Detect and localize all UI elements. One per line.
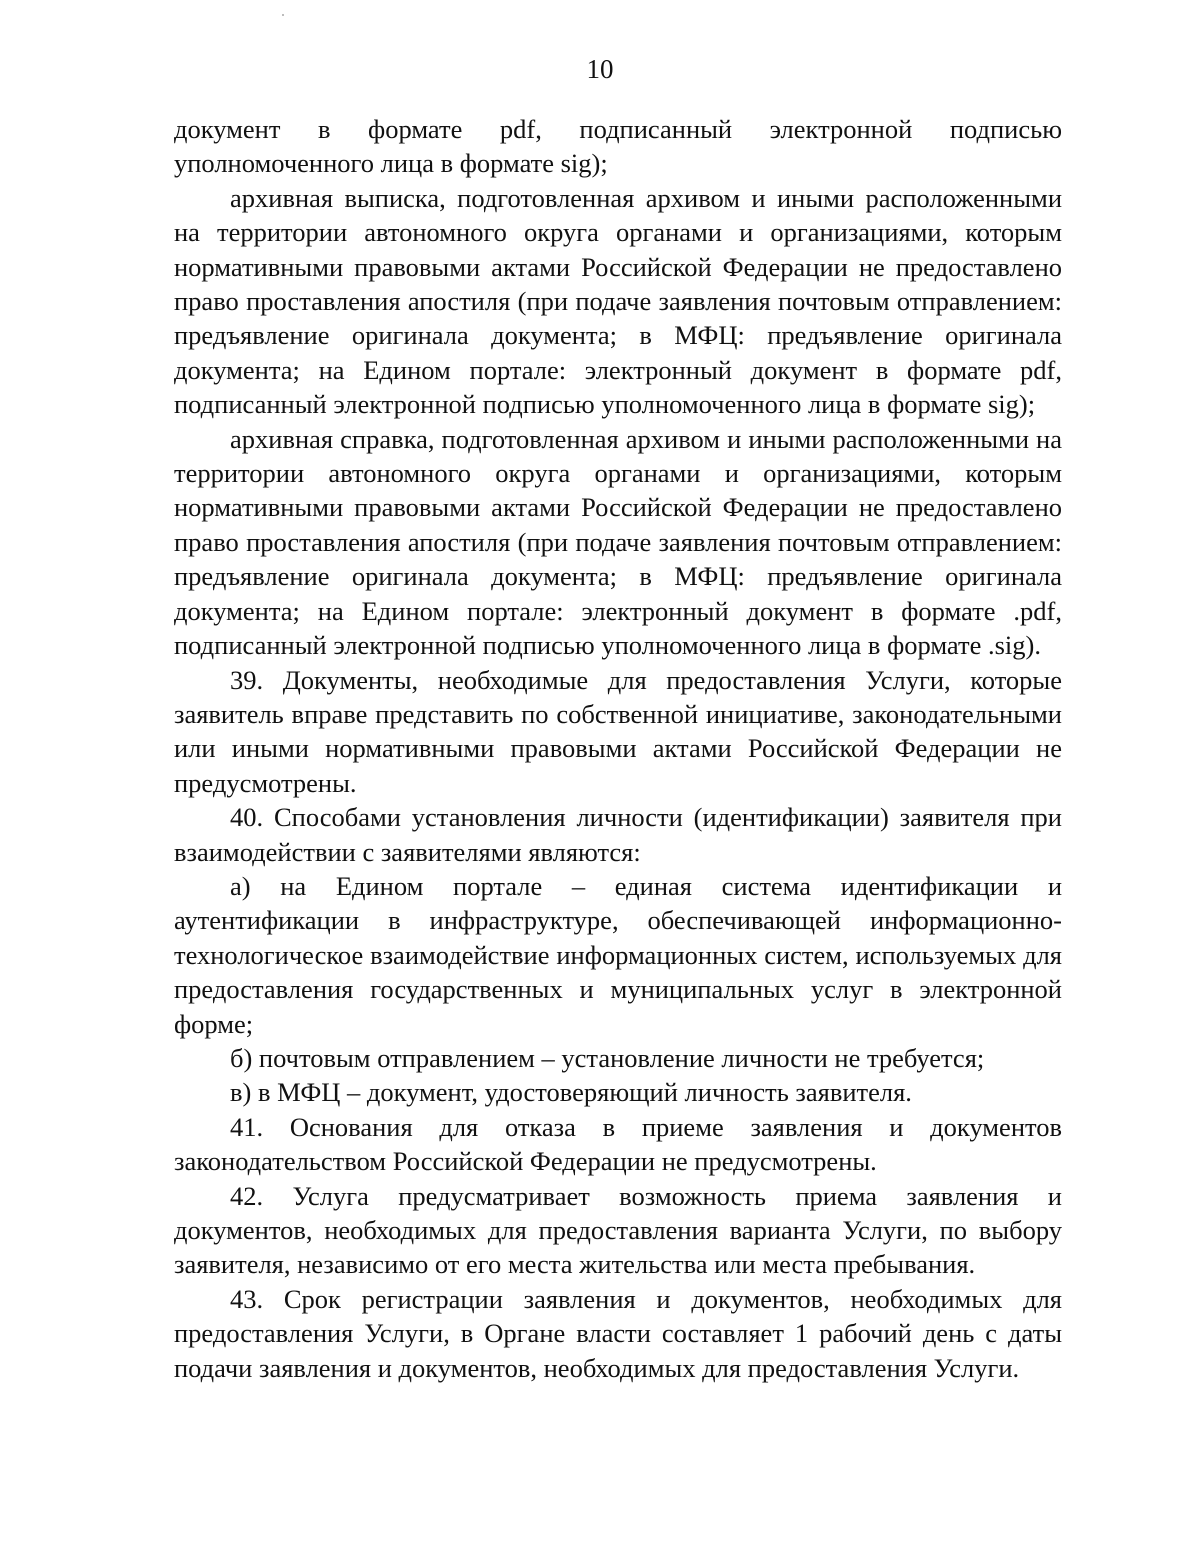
paragraph-40-a: а) на Едином портале – единая система идентификации и аутентификации в инфраструктуре, обеспечивающей информационно-технологическое взаимодействие информационных систем, используемых для предоставления государственных и муниципальных услуг в электронной форме; [174, 870, 1062, 1039]
paragraph-43: 43. Срок регистрации заявления и документов, необходимых для предоставления Услуги, в Органе власти составляет 1 рабочий день с даты подачи заявления и документов, необходимых для предоставления Услуги. [174, 1283, 1062, 1383]
paragraph-39: 39. Документы, необходимые для предоставления Услуги, которые заявитель вправе представить по собственной инициативе, законодательными или иными нормативными правовыми актами Российской Федерации не предусмотрены. [174, 664, 1062, 798]
paragraph-42: 42. Услуга предусматривает возможность приема заявления и документов, необходимых для предоставления варианта Услуги, по выбору заявителя, независимо от его места жительства или места пребывания. [174, 1180, 1062, 1280]
scan-artifact-dot [282, 14, 284, 16]
paragraph-archival-extract: архивная выписка, подготовленная архивом и иными расположенными на территории автономного округа органами и организациями, которым нормативными правовыми актами Российской Федерации не предоставлено право проставления апостиля (при подаче заявления почтовым отправлением: предъявление оригинала документа; в МФЦ: предъявление оригинала документа; на Едином портале: электронный документ в формате pdf, подписанный электронной подписью уполномоченного лица в формате sig); [174, 182, 1062, 420]
paragraph-40-v: в) в МФЦ – документ, удостоверяющий личность заявителя. [230, 1077, 912, 1108]
document-body [174, 112, 1062, 1385]
page-number: 10 [586, 54, 614, 84]
paragraph-continuation: документ в формате pdf, подписанный электронной подписью уполномоченного лица в формате sig); [174, 114, 1062, 179]
paragraph-40-b: б) почтовым отправлением – установление личности не требуется; [230, 1042, 985, 1073]
paragraph-archival-certificate: архивная справка, подготовленная архивом и иными расположенными на территории автономного округа органами и организациями, которым нормативными правовыми актами Российской Федерации не предоставлено право проставления апостиля (при подаче заявления почтовым отправлением: предъявление оригинала документа; в МФЦ: предъявление оригинала документа; на Едином портале: электронный документ в формате .pdf, подписанный электронной подписью уполномоченного лица в формате .sig). [174, 423, 1062, 661]
paragraph-40: 40. Способами установления личности (идентификации) заявителя при взаимодействии с заявителями являются: [174, 802, 1062, 867]
paragraph-41: 41. Основания для отказа в приеме заявления и документов законодательством Российской Федерации не предусмотрены. [174, 1111, 1062, 1177]
